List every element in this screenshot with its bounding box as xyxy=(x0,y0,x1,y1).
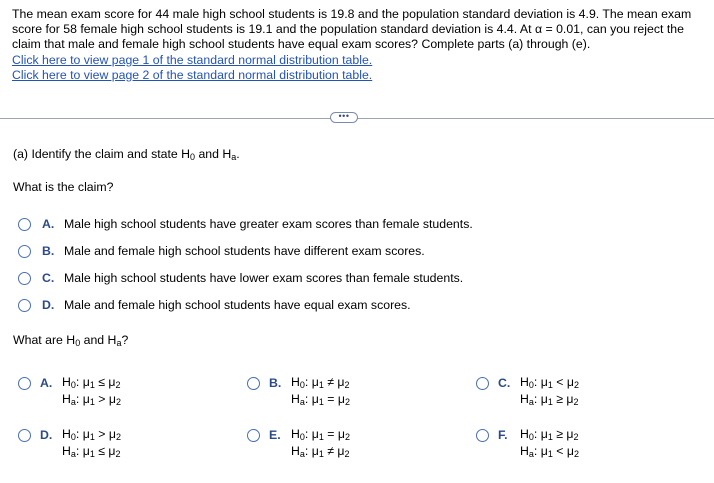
problem-statement xyxy=(12,7,708,83)
hyp-option-d[interactable]: D. $H_0$: $\mu_1 > \mu_2$ $H_a$: $\mu_1 \le \mu_2$ xyxy=(18,428,121,460)
hypotheses-question: What are $H_0$ and $H_a$? xyxy=(13,333,129,348)
claim-option-d[interactable]: D. Male and female high school students have equal exam scores. xyxy=(18,298,411,312)
problem-text: The mean exam score for 44 male high school students is 19.8 and the population standard deviation is 4.9. The mean exam score for 58 female high school students is 19.1 and the population standard deviation is 4.4. At α = 0.01, can you reject the claim that male and female high school students have equal exam scores? Complete parts (a) through (e). xyxy=(12,7,692,52)
hyp-option-a[interactable]: A. $H_0$: $\mu_1 \le \mu_2$ $H_a$: $\mu_1 > \mu_2$ xyxy=(18,376,121,408)
radio-button[interactable] xyxy=(18,299,31,312)
normal-table-page1-link[interactable]: Click here to view page 1 of the standard normal distribution table. xyxy=(12,52,373,67)
radio-button[interactable] xyxy=(476,429,489,442)
claim-option-b[interactable]: B. Male and female high school students have different exam scores. xyxy=(18,244,425,258)
radio-button[interactable] xyxy=(247,377,260,390)
hyp-option-f[interactable]: F. $H_0$: $\mu_1 \ge \mu_2$ $H_a$: $\mu_1 < \mu_2$ xyxy=(476,428,579,460)
claim-option-a[interactable]: A. Male high school students have greater exam scores than female students. xyxy=(18,217,473,231)
radio-button[interactable] xyxy=(18,218,31,231)
hyp-option-b[interactable]: B. $H_0$: $\mu_1 \ne \mu_2$ $H_a$: $\mu_1 = \mu_2$ xyxy=(247,376,350,408)
normal-table-page2-link[interactable]: Click here to view page 2 of the standard normal distribution table. xyxy=(12,67,373,82)
claim-option-c[interactable]: C. Male high school students have lower exam scores than female students. xyxy=(18,271,463,285)
hyp-option-e[interactable]: E. $H_0$: $\mu_1 = \mu_2$ $H_a$: $\mu_1 \ne \mu_2$ xyxy=(247,428,350,460)
radio-button[interactable] xyxy=(18,245,31,258)
radio-button[interactable] xyxy=(18,377,31,390)
radio-button[interactable] xyxy=(18,272,31,285)
radio-button[interactable] xyxy=(247,429,260,442)
expand-more-button[interactable]: ••• xyxy=(330,112,358,123)
radio-button[interactable] xyxy=(476,377,489,390)
part-a-title: (a) Identify the claim and state $H_0$ and $H_a$. xyxy=(13,147,240,162)
radio-button[interactable] xyxy=(18,429,31,442)
hyp-option-c[interactable]: C. $H_0$: $\mu_1 < \mu_2$ $H_a$: $\mu_1 \ge \mu_2$ xyxy=(476,376,579,408)
claim-question: What is the claim? xyxy=(13,180,114,194)
